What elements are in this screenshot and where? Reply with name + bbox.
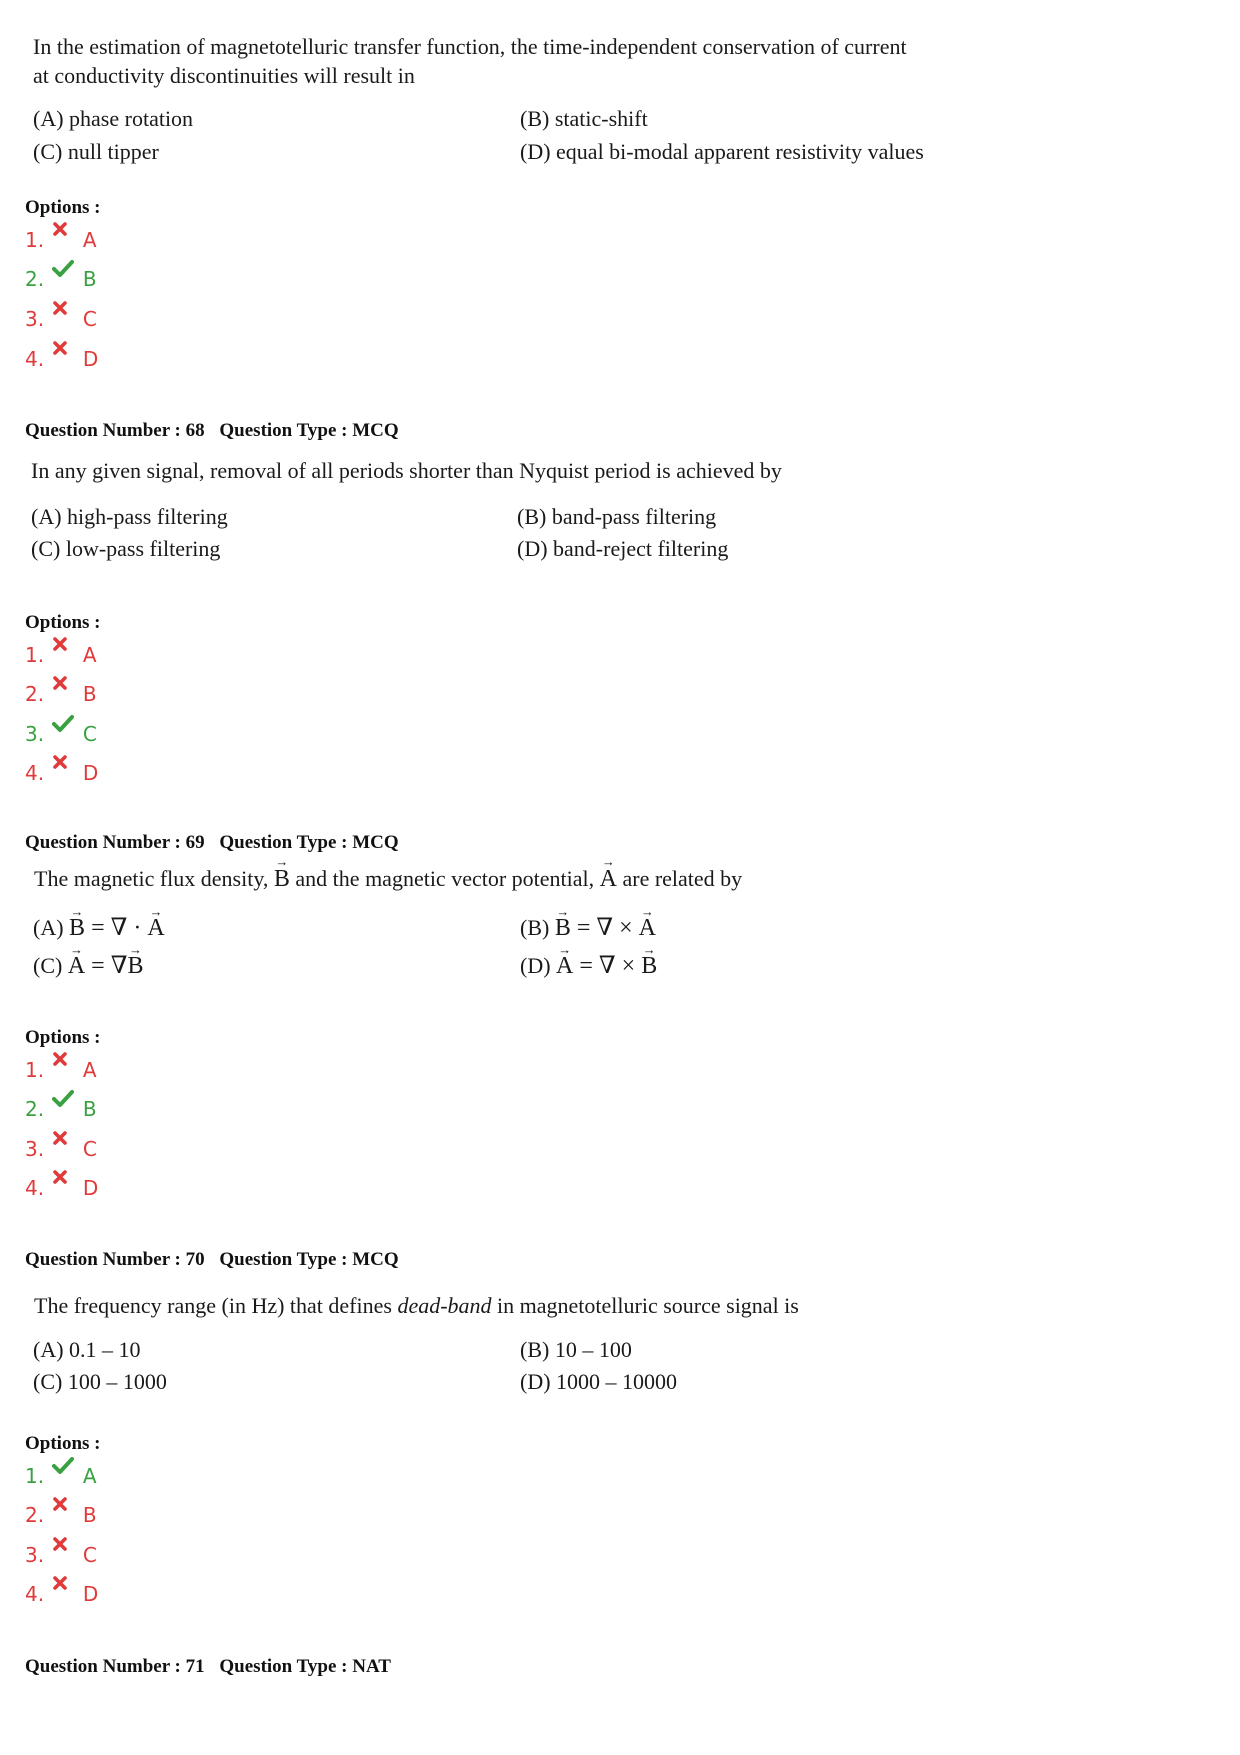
choice-c: (C) 100 – 1000 [33, 1369, 167, 1394]
option-number: 3. [25, 307, 45, 331]
option-number: 2. [25, 267, 45, 291]
option-3[interactable] [25, 1542, 97, 1568]
choice-label: (B) [520, 915, 550, 940]
choice-label: (C) [33, 953, 63, 978]
option-number: 1. [25, 1058, 45, 1082]
cross-icon [50, 1057, 76, 1083]
operator: = ∇ × [573, 953, 642, 979]
cross-icon [50, 1542, 76, 1568]
question-text [34, 1291, 799, 1320]
cross-icon [50, 227, 76, 253]
question-fragment: The magnetic flux density, [34, 866, 269, 891]
option-1[interactable] [25, 642, 97, 668]
choice-label: (A) [33, 915, 64, 940]
option-letter: A [82, 1464, 97, 1488]
cross-icon [50, 306, 76, 332]
question-line: In the estimation of magnetotelluric transfer function, the time-independent conservation of current [33, 34, 907, 59]
option-letter: D [82, 1582, 99, 1606]
option-number: 2. [25, 1097, 45, 1121]
options-label: Options : [25, 1027, 101, 1048]
vector-symbol: → B [555, 915, 571, 942]
cross-icon [50, 1175, 76, 1201]
option-letter: B [82, 1503, 97, 1527]
emphasis-term: dead-band [397, 1293, 492, 1318]
choice-b: (B) 10 – 100 [520, 1337, 632, 1362]
option-letter: A [82, 228, 97, 252]
question-text: In any given signal, removal of all periods shorter than Nyquist period is achieved by [31, 458, 782, 483]
cross-icon [50, 1502, 76, 1528]
option-letter: B [82, 682, 97, 706]
question-fragment: in magnetotelluric source signal is [497, 1293, 799, 1318]
option-number: 4. [25, 1176, 45, 1200]
option-1[interactable] [25, 1463, 97, 1489]
question-number: Question Number : 69 [25, 832, 205, 853]
question-type: Question Type : MCQ [219, 420, 399, 441]
operator: = ∇ × [570, 915, 639, 941]
question-header [25, 832, 409, 854]
options-label: Options : [25, 1433, 101, 1454]
choice-b: (B) band-pass filtering [517, 504, 717, 529]
question-number: Question Number : 71 [25, 1656, 205, 1677]
vector-symbol: → B [274, 865, 290, 894]
option-letter: C [82, 722, 97, 746]
vector-symbol: → A [639, 915, 656, 942]
option-number: 1. [25, 643, 45, 667]
check-icon [50, 1096, 76, 1122]
question-line: at conductivity discontinuities will result in [33, 63, 415, 88]
vector-symbol: → B [641, 953, 657, 980]
option-letter: D [82, 1176, 99, 1200]
choice-a: (A) high-pass filtering [31, 504, 228, 529]
option-letter: C [82, 307, 97, 331]
check-icon [50, 721, 76, 747]
choice-a: (A) 0.1 – 10 [33, 1337, 141, 1362]
option-letter: D [82, 347, 99, 371]
check-icon [50, 266, 76, 292]
option-2[interactable] [25, 266, 97, 292]
option-letter: A [82, 1058, 97, 1082]
question-type: Question Type : MCQ [219, 832, 399, 853]
question-fragment: and the magnetic vector potential, [295, 866, 595, 891]
option-number: 2. [25, 1503, 45, 1527]
option-1[interactable] [25, 227, 97, 253]
option-letter: C [82, 1137, 97, 1161]
operator: = ∇ · [85, 915, 148, 941]
vector-symbol: → A [68, 953, 85, 980]
choice-d: (D) band-reject filtering [517, 536, 729, 561]
option-number: 4. [25, 347, 45, 371]
question-fragment: are related by [622, 866, 743, 891]
question-text [34, 864, 742, 894]
vector-symbol: → B [127, 953, 143, 980]
question-header [25, 1249, 409, 1271]
choice-label: (D) [520, 953, 551, 978]
vector-symbol: → A [600, 865, 617, 894]
vector-symbol: → A [556, 953, 573, 980]
cross-icon [50, 642, 76, 668]
choice-b: (B) static-shift [520, 106, 648, 131]
option-number: 3. [25, 722, 45, 746]
question-number: Question Number : 68 [25, 420, 205, 441]
cross-icon [50, 760, 76, 786]
vector-symbol: → A [147, 915, 164, 942]
question-number: Question Number : 70 [25, 1249, 205, 1270]
option-3[interactable] [25, 1136, 97, 1162]
cross-icon [50, 681, 76, 707]
question-text [33, 32, 907, 90]
choice-c: (C) null tipper [33, 139, 159, 164]
choice-d [520, 951, 657, 980]
question-header [25, 1656, 401, 1678]
option-4[interactable] [25, 1581, 98, 1607]
option-number: 3. [25, 1137, 45, 1161]
option-4[interactable] [25, 1175, 98, 1201]
option-number: 1. [25, 228, 45, 252]
choice-a [33, 913, 165, 942]
choice-d: (D) 1000 – 10000 [520, 1369, 678, 1394]
question-type: Question Type : MCQ [219, 1249, 399, 1270]
choice-b [520, 913, 656, 942]
cross-icon [50, 1136, 76, 1162]
options-label: Options : [25, 197, 101, 218]
option-number: 4. [25, 1582, 45, 1606]
cross-icon [50, 346, 76, 372]
operator: = ∇ [85, 953, 128, 979]
cross-icon [50, 1581, 76, 1607]
option-2[interactable] [25, 1502, 97, 1528]
choice-d: (D) equal bi-modal apparent resistivity values [520, 139, 924, 164]
option-number: 3. [25, 1543, 45, 1567]
vector-symbol: → B [69, 915, 85, 942]
option-letter: B [82, 267, 97, 291]
question-fragment: The frequency range (in Hz) that defines [34, 1293, 392, 1318]
option-letter: B [82, 1097, 97, 1121]
option-letter: D [82, 761, 99, 785]
option-2[interactable] [25, 681, 97, 707]
choice-c: (C) low-pass filtering [31, 536, 221, 561]
option-1[interactable] [25, 1057, 97, 1083]
question-type: Question Type : NAT [219, 1656, 391, 1677]
check-icon [50, 1463, 76, 1489]
option-letter: A [82, 643, 97, 667]
option-4[interactable] [25, 760, 98, 786]
option-3[interactable] [25, 721, 97, 747]
option-number: 4. [25, 761, 45, 785]
choice-c [33, 951, 143, 980]
option-2[interactable] [25, 1096, 97, 1122]
option-number: 2. [25, 682, 45, 706]
options-label: Options : [25, 612, 101, 633]
option-number: 1. [25, 1464, 45, 1488]
option-3[interactable] [25, 306, 97, 332]
choice-a: (A) phase rotation [33, 106, 194, 131]
option-letter: C [82, 1543, 97, 1567]
question-header [25, 420, 409, 442]
option-4[interactable] [25, 346, 98, 372]
